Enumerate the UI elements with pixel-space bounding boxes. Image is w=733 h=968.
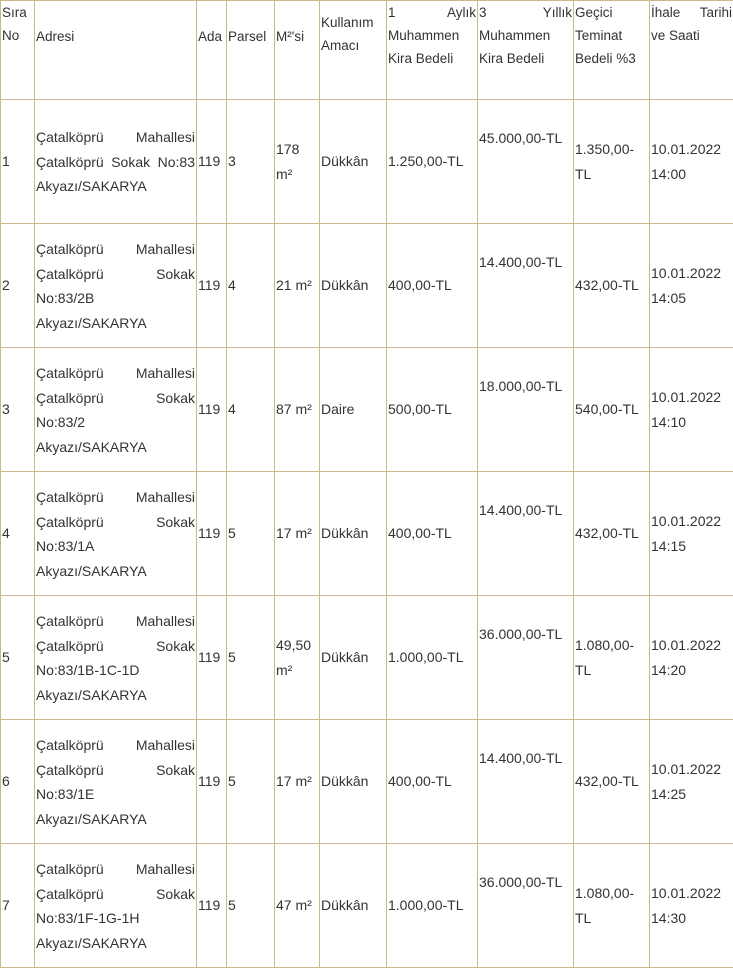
cell-aylik: 400,00-TL bbox=[387, 224, 478, 348]
cell-aylik: 400,00-TL bbox=[387, 472, 478, 596]
cell-ihale bbox=[650, 596, 733, 720]
cell-teminat: 1.350,00-TL bbox=[574, 100, 650, 224]
cell-ada: 119 bbox=[197, 596, 227, 720]
cell-yillik: 18.000,00-TL bbox=[478, 348, 574, 472]
table-row bbox=[1, 348, 733, 472]
cell-aylik: 1.250,00-TL bbox=[387, 100, 478, 224]
table-row bbox=[1, 596, 733, 720]
ihale-saat: 14:30 bbox=[651, 906, 732, 931]
ihale-tarih: 10.01.2022 bbox=[651, 881, 732, 906]
cell-parsel: 5 bbox=[227, 596, 275, 720]
cell-adres: Çatalköprü Mahallesi Çatalköprü Sokak No:83/1F-1G-1H Akyazı/SAKARYA bbox=[35, 844, 197, 968]
cell-m2: 47 m² bbox=[275, 844, 320, 968]
cell-ada: 119 bbox=[197, 100, 227, 224]
cell-ada: 119 bbox=[197, 348, 227, 472]
cell-yillik: 14.400,00-TL bbox=[478, 472, 574, 596]
table-body bbox=[1, 100, 733, 968]
header-ihale: İhale Tarihi ve Saati bbox=[650, 1, 733, 100]
ihale-saat: 14:15 bbox=[651, 534, 732, 559]
cell-parsel: 4 bbox=[227, 224, 275, 348]
cell-parsel: 4 bbox=[227, 348, 275, 472]
cell-parsel: 5 bbox=[227, 844, 275, 968]
cell-ihale bbox=[650, 348, 733, 472]
ihale-tarih: 10.01.2022 bbox=[651, 633, 732, 658]
cell-ada: 119 bbox=[197, 224, 227, 348]
cell-adres: Çatalköprü Mahallesi Çatalköprü Sokak No:83/2 Akyazı/SAKARYA bbox=[35, 348, 197, 472]
cell-ihale bbox=[650, 844, 733, 968]
cell-m2: 17 m² bbox=[275, 472, 320, 596]
cell-aylik: 1.000,00-TL bbox=[387, 596, 478, 720]
cell-kullanim: Dükkân bbox=[320, 720, 387, 844]
ihale-saat: 14:20 bbox=[651, 658, 732, 683]
ihale-tarih: 10.01.2022 bbox=[651, 757, 732, 782]
header-parsel: Parsel bbox=[227, 1, 275, 100]
cell-ihale bbox=[650, 472, 733, 596]
header-ada: Ada bbox=[197, 1, 227, 100]
cell-adres: Çatalköprü Mahallesi Çatalköprü Sokak No:83/1B-1C-1D Akyazı/SAKARYA bbox=[35, 596, 197, 720]
cell-sira-no: 7 bbox=[1, 844, 35, 968]
cell-adres: Çatalköprü Mahallesi Çatalköprü Sokak No:83 Akyazı/SAKARYA bbox=[35, 100, 197, 224]
table-row bbox=[1, 720, 733, 844]
cell-kullanim: Daire bbox=[320, 348, 387, 472]
ihale-saat: 14:05 bbox=[651, 286, 732, 311]
cell-teminat: 432,00-TL bbox=[574, 472, 650, 596]
table-row bbox=[1, 100, 733, 224]
cell-teminat: 432,00-TL bbox=[574, 720, 650, 844]
cell-kullanim: Dükkân bbox=[320, 596, 387, 720]
header-row bbox=[1, 1, 733, 100]
cell-m2: 21 m² bbox=[275, 224, 320, 348]
cell-sira-no: 6 bbox=[1, 720, 35, 844]
cell-aylik: 1.000,00-TL bbox=[387, 844, 478, 968]
cell-yillik: 14.400,00-TL bbox=[478, 224, 574, 348]
cell-sira-no: 1 bbox=[1, 100, 35, 224]
cell-teminat: 540,00-TL bbox=[574, 348, 650, 472]
cell-parsel: 5 bbox=[227, 472, 275, 596]
cell-ihale bbox=[650, 720, 733, 844]
cell-ada: 119 bbox=[197, 472, 227, 596]
cell-teminat: 1.080,00-TL bbox=[574, 596, 650, 720]
cell-sira-no: 3 bbox=[1, 348, 35, 472]
table-row bbox=[1, 224, 733, 348]
cell-kullanim: Dükkân bbox=[320, 472, 387, 596]
header-adresi: Adresi bbox=[35, 1, 197, 100]
cell-m2: 178 m² bbox=[275, 100, 320, 224]
cell-yillik: 14.400,00-TL bbox=[478, 720, 574, 844]
cell-m2: 87 m² bbox=[275, 348, 320, 472]
header-teminat: Geçici Teminat Bedeli %3 bbox=[574, 1, 650, 100]
cell-teminat: 432,00-TL bbox=[574, 224, 650, 348]
ihale-tarih: 10.01.2022 bbox=[651, 137, 732, 162]
cell-ada: 119 bbox=[197, 844, 227, 968]
cell-parsel: 5 bbox=[227, 720, 275, 844]
ihale-saat: 14:10 bbox=[651, 410, 732, 435]
cell-adres: Çatalköprü Mahallesi Çatalköprü Sokak No:83/1A Akyazı/SAKARYA bbox=[35, 472, 197, 596]
cell-ihale bbox=[650, 100, 733, 224]
cell-kullanim: Dükkân bbox=[320, 844, 387, 968]
header-sira-no: Sıra No bbox=[1, 1, 35, 100]
header-kullanim: Kullanım Amacı bbox=[320, 1, 387, 100]
table-row bbox=[1, 472, 733, 596]
cell-adres: Çatalköprü Mahallesi Çatalköprü Sokak No:83/2B Akyazı/SAKARYA bbox=[35, 224, 197, 348]
cell-aylik: 400,00-TL bbox=[387, 720, 478, 844]
cell-yillik: 36.000,00-TL bbox=[478, 596, 574, 720]
cell-sira-no: 5 bbox=[1, 596, 35, 720]
cell-teminat: 1.080,00-TL bbox=[574, 844, 650, 968]
ihale-tarih: 10.01.2022 bbox=[651, 509, 732, 534]
cell-kullanim: Dükkân bbox=[320, 100, 387, 224]
cell-aylik: 500,00-TL bbox=[387, 348, 478, 472]
cell-kullanim: Dükkân bbox=[320, 224, 387, 348]
cell-ihale bbox=[650, 224, 733, 348]
ihale-saat: 14:25 bbox=[651, 782, 732, 807]
cell-yillik: 45.000,00-TL bbox=[478, 100, 574, 224]
cell-sira-no: 4 bbox=[1, 472, 35, 596]
cell-adres: Çatalköprü Mahallesi Çatalköprü Sokak No:83/1E Akyazı/SAKARYA bbox=[35, 720, 197, 844]
ihale-tarih: 10.01.2022 bbox=[651, 385, 732, 410]
cell-m2: 17 m² bbox=[275, 720, 320, 844]
cell-parsel: 3 bbox=[227, 100, 275, 224]
table-row bbox=[1, 844, 733, 968]
ihale-saat: 14:00 bbox=[651, 162, 732, 187]
cell-yillik: 36.000,00-TL bbox=[478, 844, 574, 968]
header-yillik: 3 Yıllık Muhammen Kira Bedeli bbox=[478, 1, 574, 100]
cell-sira-no: 2 bbox=[1, 224, 35, 348]
header-aylik: 1 Aylık Muhammen Kira Bedeli bbox=[387, 1, 478, 100]
cell-m2: 49,50 m² bbox=[275, 596, 320, 720]
header-m2: M²'si bbox=[275, 1, 320, 100]
ihale-tarih: 10.01.2022 bbox=[651, 261, 732, 286]
cell-ada: 119 bbox=[197, 720, 227, 844]
